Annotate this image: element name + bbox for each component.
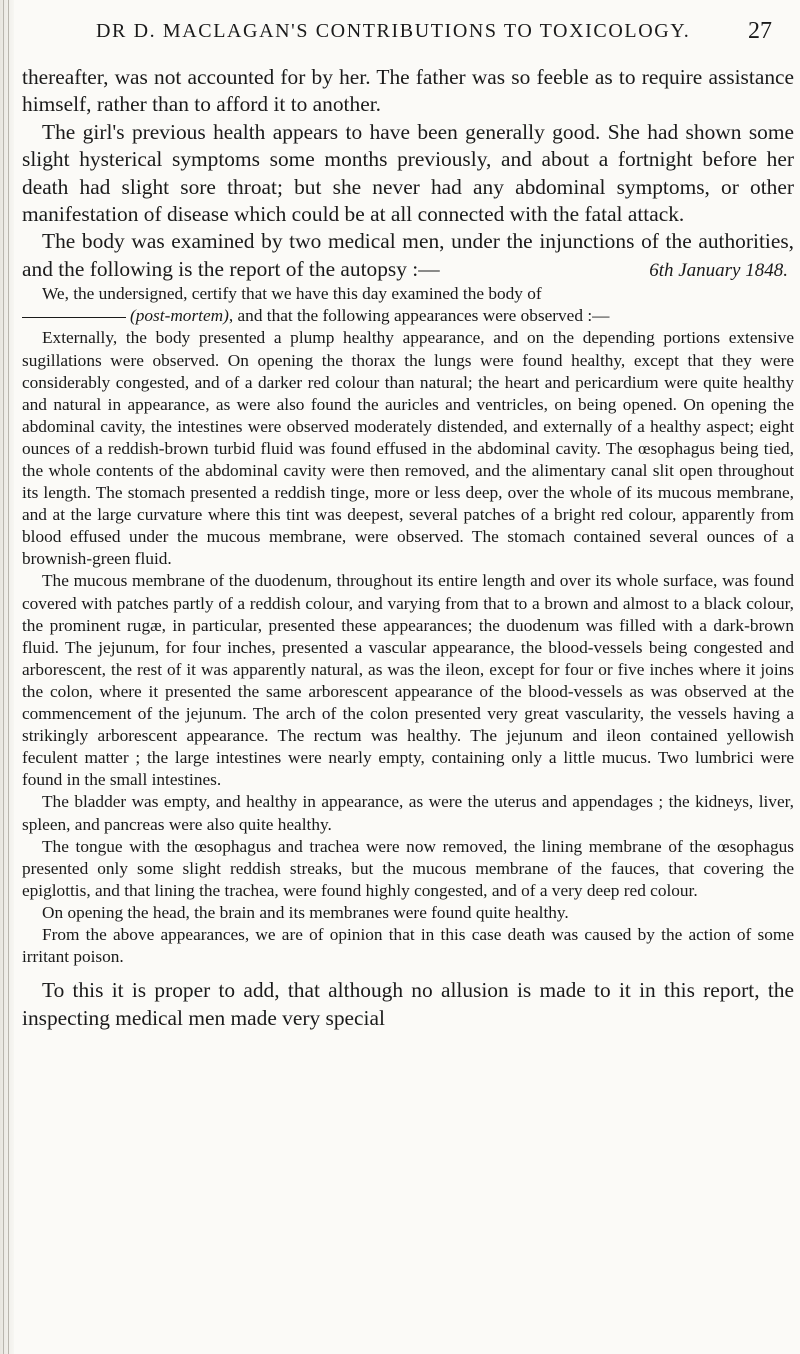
paragraph-autopsy-intro: The body was examined by two medical men, under the injunctions of the authorities, and the following is the report of the autopsy :— xyxy=(22,229,794,281)
report-throat: The tongue with the œsophagus and trachea were now removed, the lining membrane of the œsophagus presented only some slight reddish streaks, but the mucous membrane of the fauces, that covering the epiglottis, and that lining the trachea, were found highly congested, and of a very deep red colour. xyxy=(22,836,794,900)
page-number: 27 xyxy=(748,18,772,44)
report-conclusion: From the above appearances, we are of opinion that in this case death was caused by the action of some irritant poison. xyxy=(22,924,794,967)
spacer xyxy=(22,968,794,977)
report-bladder-organs: The bladder was empty, and healthy in appearance, as were the uterus and appendages ; the kidneys, liver, spleen, and pancreas were also quite healthy. xyxy=(22,792,794,834)
redacted-name-line xyxy=(22,317,126,318)
report-head: On opening the head, the brain and its membranes were found quite healthy. xyxy=(42,902,569,922)
certification-text-end: , and that the following appearances were observed :— xyxy=(228,306,610,326)
report-intestines: The mucous membrane of the duodenum, throughout its entire length and over its whole surface, was found covered with patches partly of a reddish colour, and varying from that to a brown and almost to a black colour, the prominent rugæ, in particular, presented these appearances; the duodenum was filled with a dark-brown fluid. The jejunum, for four inches, presented a vascular appearance, the blood-vessels being congested and arborescent, the rest of it was apparently natural, as was the ileon, except for four or five inches where it joins the colon, where it presented the same arborescent appearance of the blood-vessels as was observed at the commencement of the jejunum. The arch of the colon presented very great vascularity, the vessels having a strikingly arborescent appearance. The rectum was healthy. The jejunum and ileon contained yellowish feculent matter ; the large intestines were nearly empty, containing only a little mucus. Two lumbrici were found in the small intestines. xyxy=(22,571,794,790)
certification-text: We, the undersigned, certify that we have this day examined the body of xyxy=(42,284,542,304)
gutter-line xyxy=(8,0,9,1354)
running-title: DR D. MACLAGAN'S CONTRIBUTIONS TO TOXICOLOGY. xyxy=(96,20,691,42)
paragraph-continuation: thereafter, was not accounted for by her. The father was so feeble as to require assistance himself, rather than to afford it to another. xyxy=(22,65,794,117)
paragraph-previous-health: The girl's previous health appears to have been generally good. She had shown some slight hysterical symptoms some months previously, and about a fortnight before her death had slight sore throat; but she never had any abdominal symptoms, or other manifestation of disease which could be at all connected with the fatal attack. xyxy=(22,119,794,227)
paragraph-followup: To this it is proper to add, that although no allusion is made to it in this report, the inspecting medical men made very special xyxy=(22,978,794,1030)
report-external-thorax: Externally, the body presented a plump healthy appearance, and on the depending portions extensive sugillations were observed. On opening the thorax the lungs were found healthy, except that they were considerably congested, and of a darker red colour than natural; the heart and pericardium were quite healthy and natural in appearance, as were also found the auricles and ventricles, on being opened. On opening the abdominal cavity, the intestines were observed moderately distended, and externally of a healthy aspect; eight ounces of a reddish-brown turbid fluid was found effused in the abdominal cavity. The œsophagus being tied, the whole contents of the abdominal cavity were then removed, and the alimentary canal slit open throughout its length. The stomach presented a reddish tinge, more or less deep, over the whole of its mucous membrane, and at the large curvature where this tint was deepest, several patches of a bright red colour, apparently from blood effused under the mucous membrane, were observed. The stomach contained several ounces of a brownish-green fluid. xyxy=(22,328,794,569)
running-head xyxy=(96,20,772,54)
report-date: 6th January 1848. xyxy=(649,260,788,282)
gutter-line xyxy=(3,0,4,1354)
page-body xyxy=(22,64,794,1032)
binding-gutter xyxy=(0,0,14,1354)
post-mortem-term: (post-mortem) xyxy=(130,306,229,326)
report-certification xyxy=(22,283,794,327)
